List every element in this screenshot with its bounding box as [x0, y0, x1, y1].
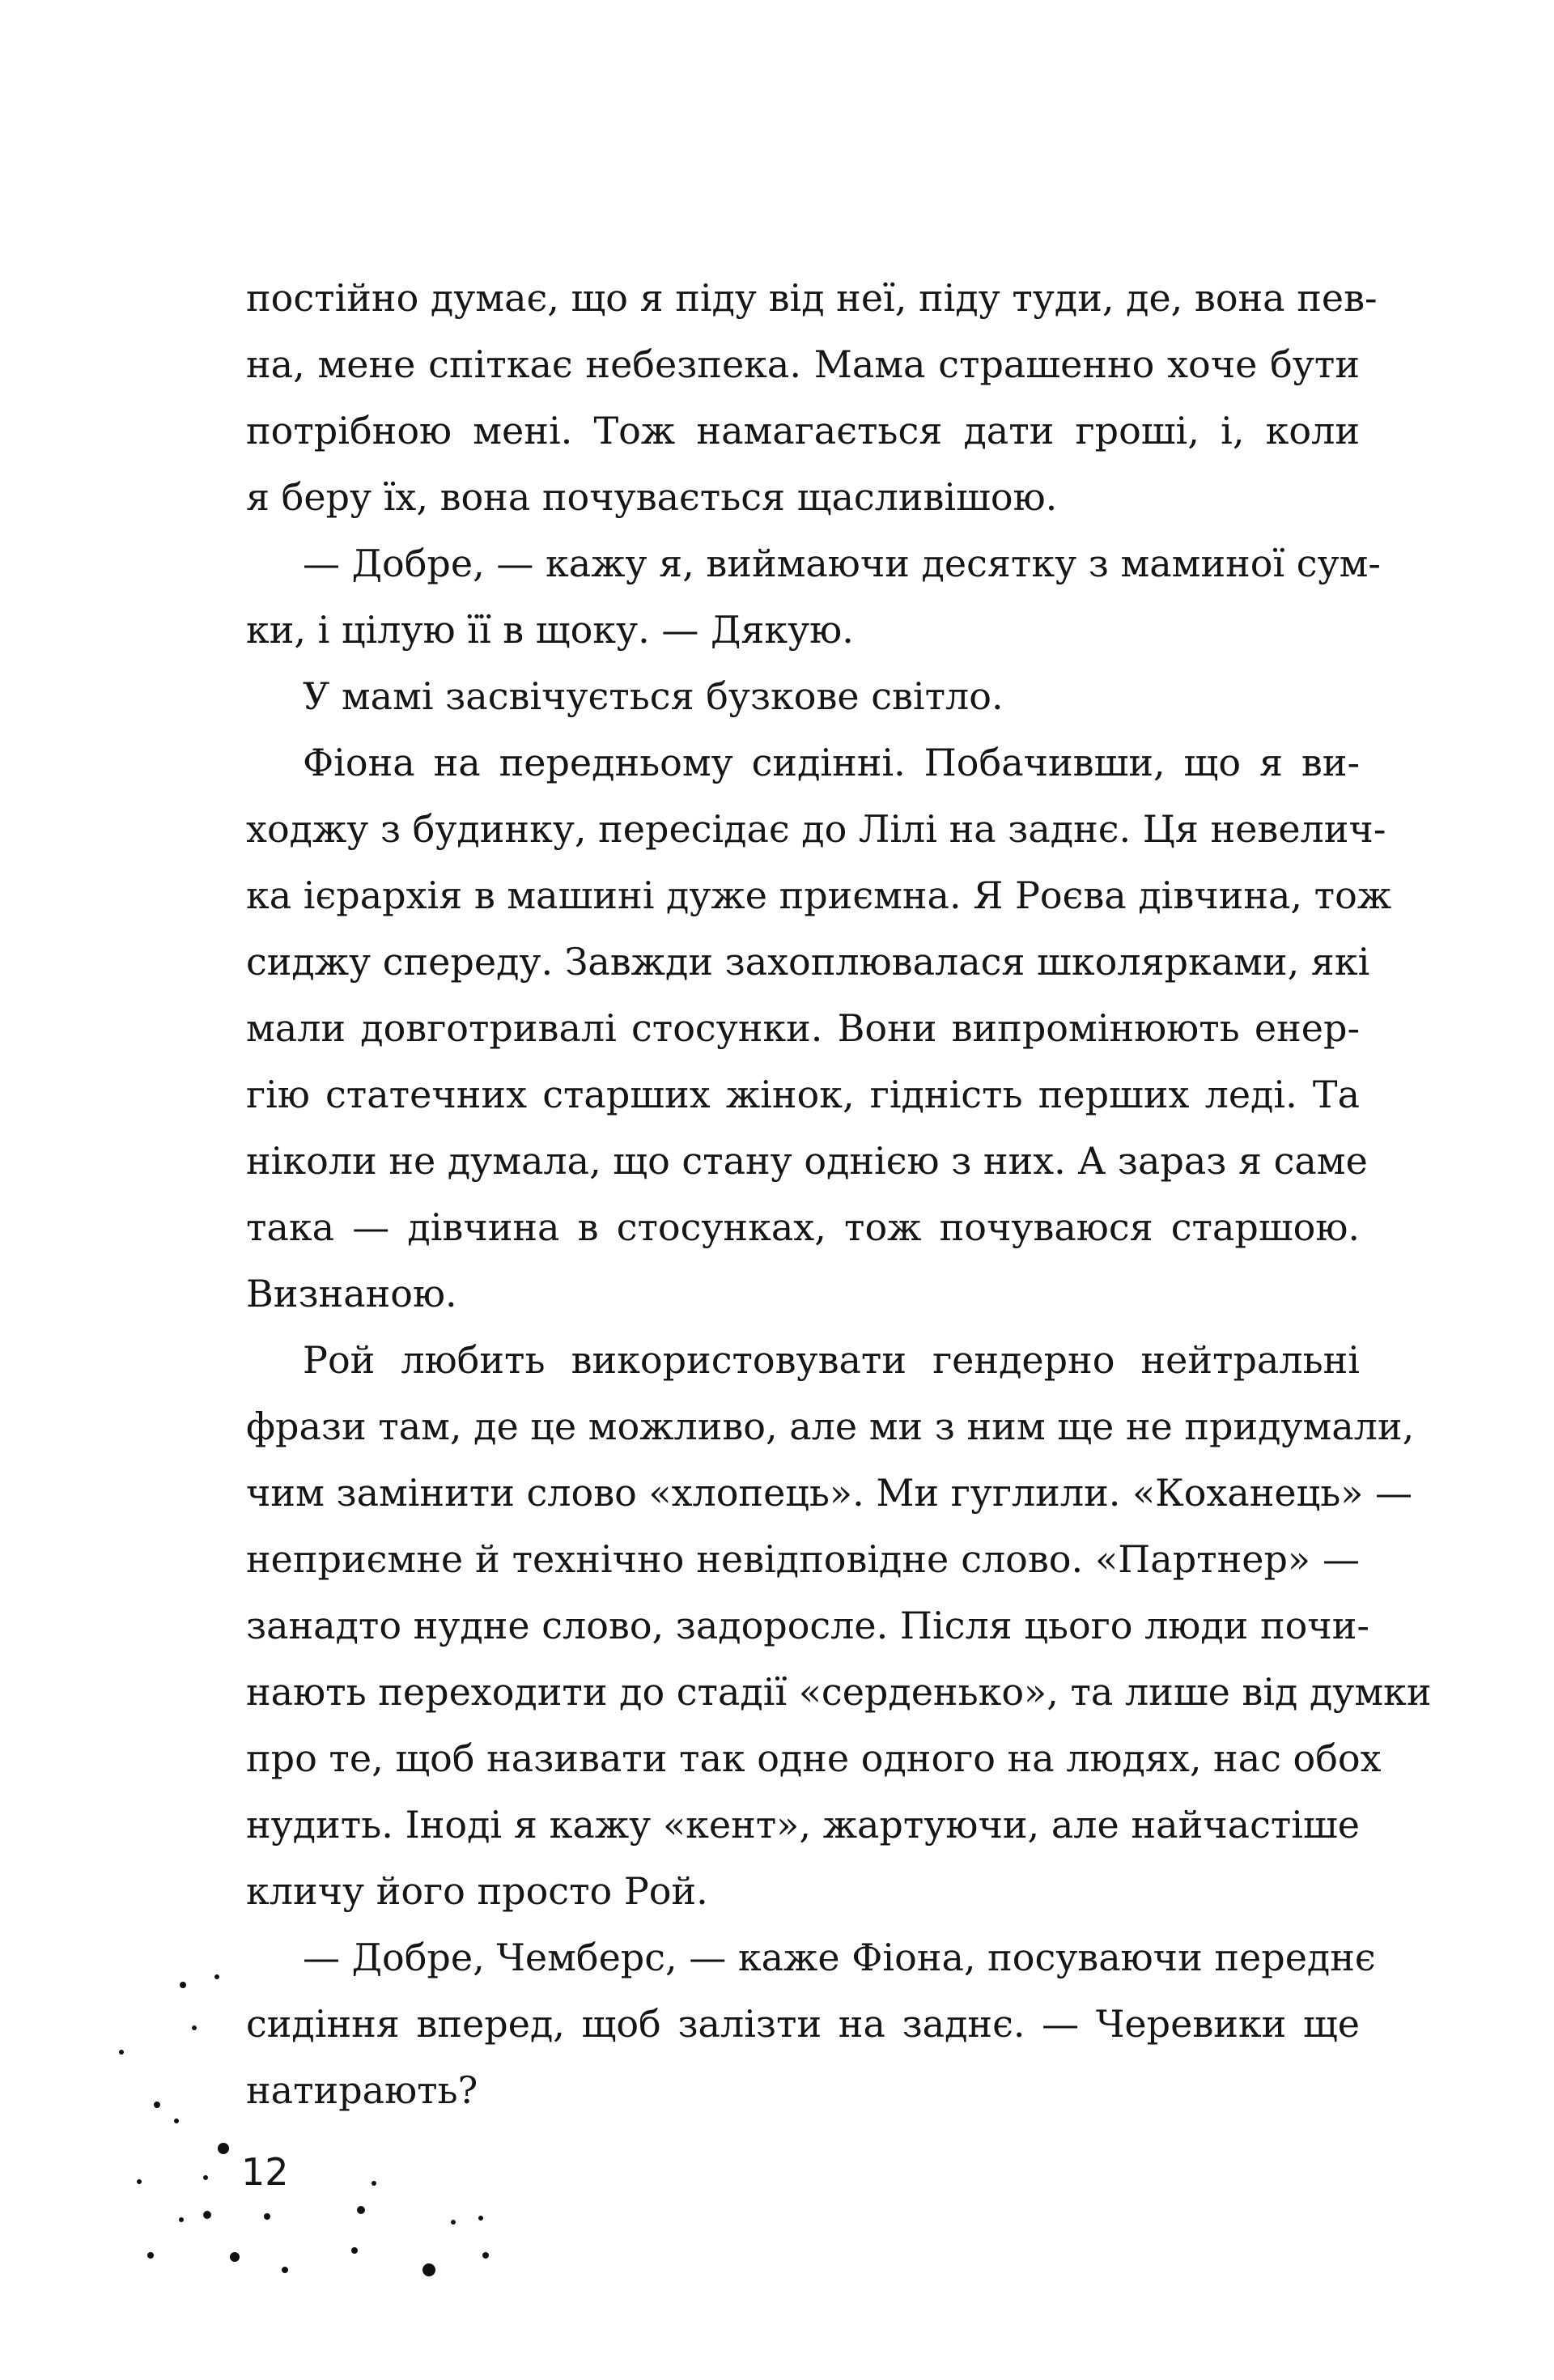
dot-icon [174, 2119, 179, 2123]
text-line: неприємне й технічно невідповідне слово. «Партнер» — [246, 1537, 1360, 1581]
dot-icon [264, 2213, 270, 2220]
text-line: мали довготривалі стосунки. Вони випромінюють енер- [246, 1006, 1360, 1050]
text-line: фрази там, де це можливо, але ми з ним ще не придумали, [246, 1405, 1415, 1448]
text-line: натирають? [246, 2068, 478, 2112]
dot-icon [179, 2217, 184, 2222]
text-line: ки, і цілую її в щоку. — Дякую. [246, 608, 854, 652]
text-line: ходжу з будинку, пересідає до Лілі на заднє. Ця невелич- [246, 807, 1386, 851]
text-line: така — дівчина в стосунках, тож почуваюся старшою. [246, 1205, 1360, 1249]
page-number: 12 [241, 2150, 289, 2194]
dot-icon [230, 2252, 240, 2262]
dot-icon [147, 2252, 154, 2259]
text-line: про те, щоб називати так одне одного на людях, нас обох [246, 1736, 1382, 1780]
text-line: сиджу спереду. Завжди захоплювалася школярками, які [246, 940, 1370, 984]
text-line: — Добре, Чемберс, — каже Фіона, посуваючи переднє [303, 1936, 1376, 1979]
dot-icon [119, 2050, 124, 2055]
text-line: Визнаною. [246, 1272, 457, 1315]
text-line: ка ієрархія в машині дуже приємна. Я Роєва дівчина, тож [246, 873, 1392, 917]
dot-icon [282, 2267, 288, 2273]
text-line: кличу його просто Рой. [246, 1869, 708, 1913]
text-line: ніколи не думала, що стану однією з них. А зараз я саме [246, 1139, 1368, 1183]
text-line: У мамі засвічується бузкове світло. [303, 674, 1004, 718]
text-line: гію статечних старших жінок, гідність перших леді. Та [246, 1073, 1360, 1116]
dot-icon [422, 2263, 435, 2276]
text-line: Фіона на передньому сидінні. Побачивши, що я ви- [303, 741, 1360, 784]
text-line: чим замінити слово «хлопець». Ми гуглили. «Коханець» — [246, 1471, 1413, 1515]
dot-icon [137, 2179, 142, 2184]
text-line: сидіння вперед, щоб залізти на заднє. — Черевики ще [246, 2002, 1360, 2046]
dot-icon [372, 2181, 376, 2186]
text-line: я беру їх, вона почувається щасливішою. [246, 475, 1058, 519]
dot-icon [478, 2216, 483, 2221]
dot-icon [180, 1982, 186, 1988]
text-line: потрібною мені. Тож намагається дати гроші, і, коли [246, 409, 1360, 453]
text-line: нають переходити до стадії «серденько», та лише від думки [246, 1670, 1432, 1714]
text-line: — Добре, — кажу я, виймаючи десятку з маминої сум- [303, 542, 1381, 585]
dot-icon [203, 2211, 211, 2219]
dot-icon [451, 2220, 456, 2225]
dot-icon [192, 2025, 197, 2030]
dot-icon [482, 2252, 489, 2259]
dot-icon [154, 2102, 160, 2108]
dot-icon [351, 2247, 358, 2254]
dot-icon [203, 2175, 208, 2180]
text-line: постійно думає, що я піду від неї, піду туди, де, вона пев- [246, 276, 1378, 320]
dot-icon [357, 2206, 365, 2214]
text-line: на, мене спіткає небезпека. Мама страшенно хоче бути [246, 342, 1360, 386]
text-line: занадто нудне слово, задоросле. Після цього люди почи- [246, 1604, 1369, 1647]
dot-icon [218, 2143, 229, 2154]
dot-icon [214, 1974, 219, 1979]
text-line: Рой любить використовувати гендерно нейтральні [303, 1338, 1360, 1382]
text-line: нудить. Іноді я кажу «кент», жартуючи, але найчастіше [246, 1803, 1360, 1847]
